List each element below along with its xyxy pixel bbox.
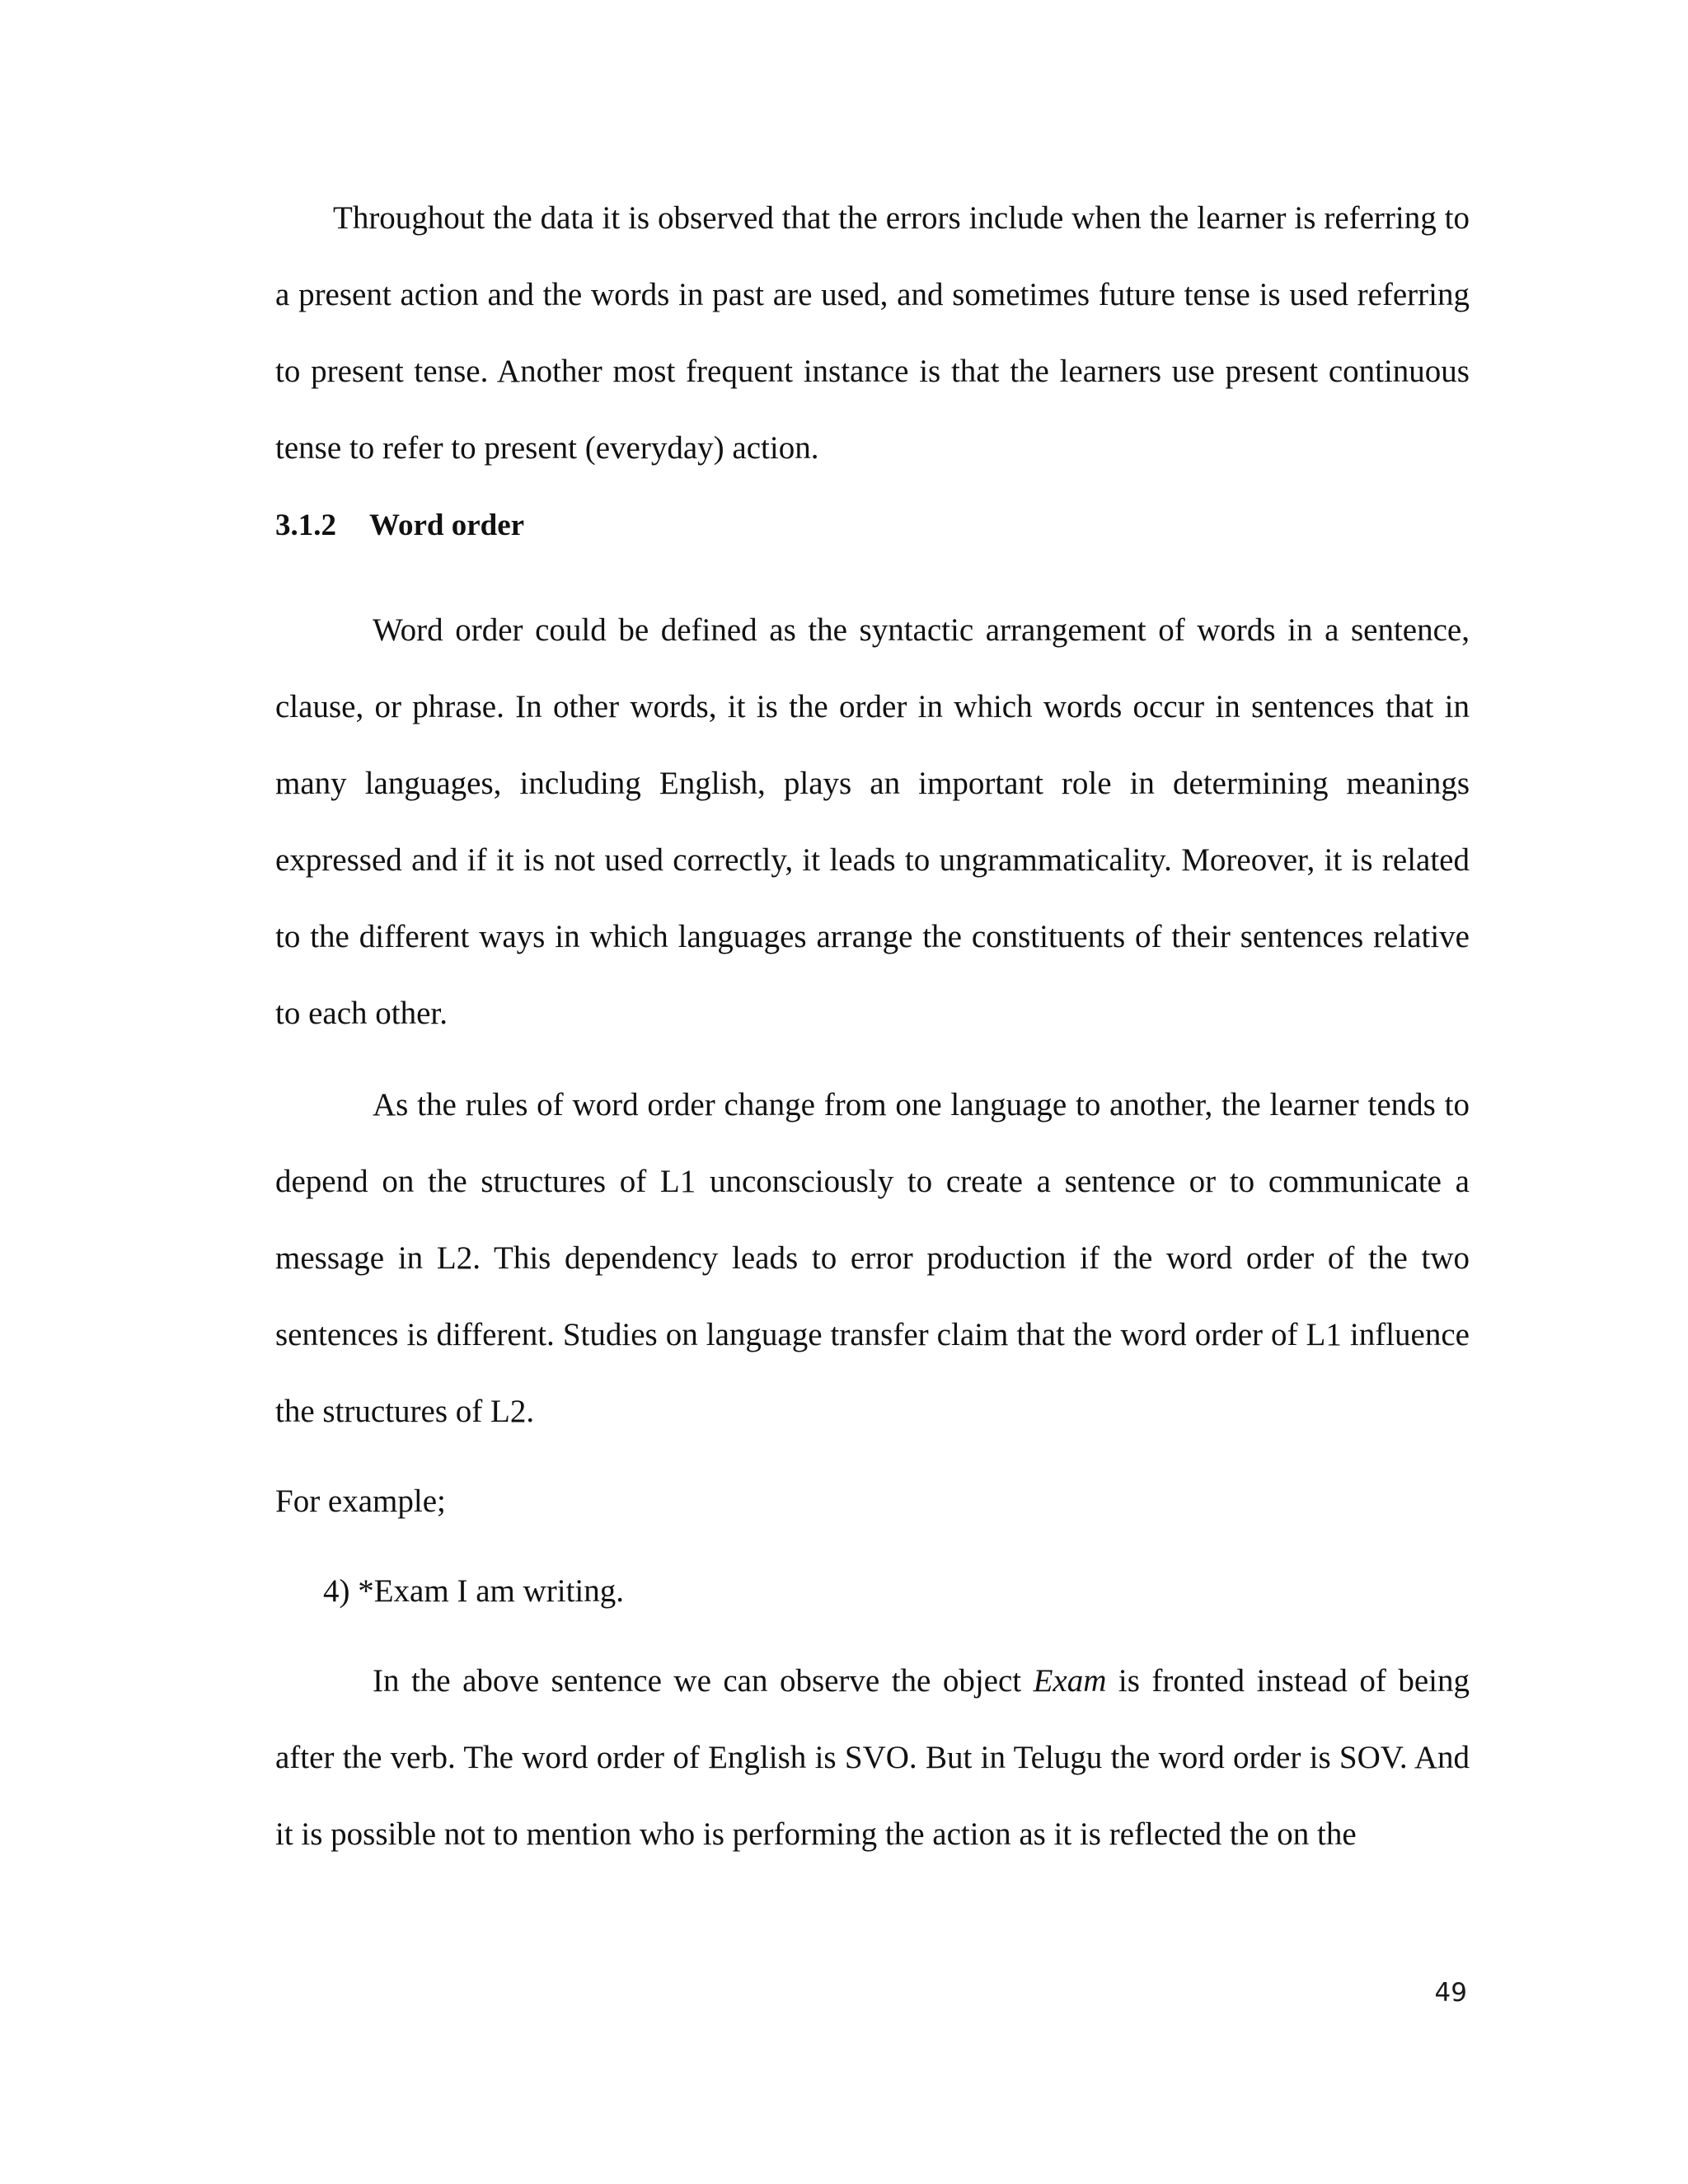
paragraph-language-transfer: As the rules of word order change from one language to another, the learner tends to depend on the structures of L1 unconsciously to create a sentence or to communicate a message in L2. This dependency leads to error production if the word order of the two sentences is different. Studies on language transfer claim that the word order of L1 influence the structures of L2.: [275, 1087, 1470, 1429]
section-heading: [275, 499, 1470, 592]
paragraph-tense-errors: Throughout the data it is observed that the errors include when the learner is referring to a present action and the words in past are used, and sometimes future tense is used referring to present tense. Another most frequent instance is that the learners use present continuous tense to refer to present (everyday) action.: [275, 200, 1470, 466]
for-example-label: For example;: [275, 1483, 446, 1519]
section-number: 3.1.2: [275, 509, 336, 542]
paragraph-word-order-definition: Word order could be defined as the syntactic arrangement of words in a sentence, clause, or phrase. In other words, it is the order in which words occur in sentences that in many languages, including English, plays an important role in determining meanings expressed and if it is not used correctly, it leads to ungrammaticality. Moreover, it is related to the different ways in which languages arrange the constituents of their sentences relative to each other.: [275, 612, 1470, 1031]
analysis-text-start: In the above sentence we can observe the object: [373, 1663, 1034, 1699]
analysis-text-end: is fronted instead of being after the verb. The word order of English is SVO. But in Telugu the word order is SOV. And it is possible not to mention who is performing the action as it is reflected the on the: [275, 1663, 1470, 1852]
page-number: 49: [1434, 1978, 1467, 2008]
paragraph-example-analysis: [275, 1643, 1470, 1872]
section-title: Word order: [369, 509, 525, 542]
example-sentence: 4) *Exam I am writing.: [323, 1573, 624, 1609]
page-body: [275, 180, 1470, 1872]
italic-term: Exam: [1033, 1663, 1107, 1699]
